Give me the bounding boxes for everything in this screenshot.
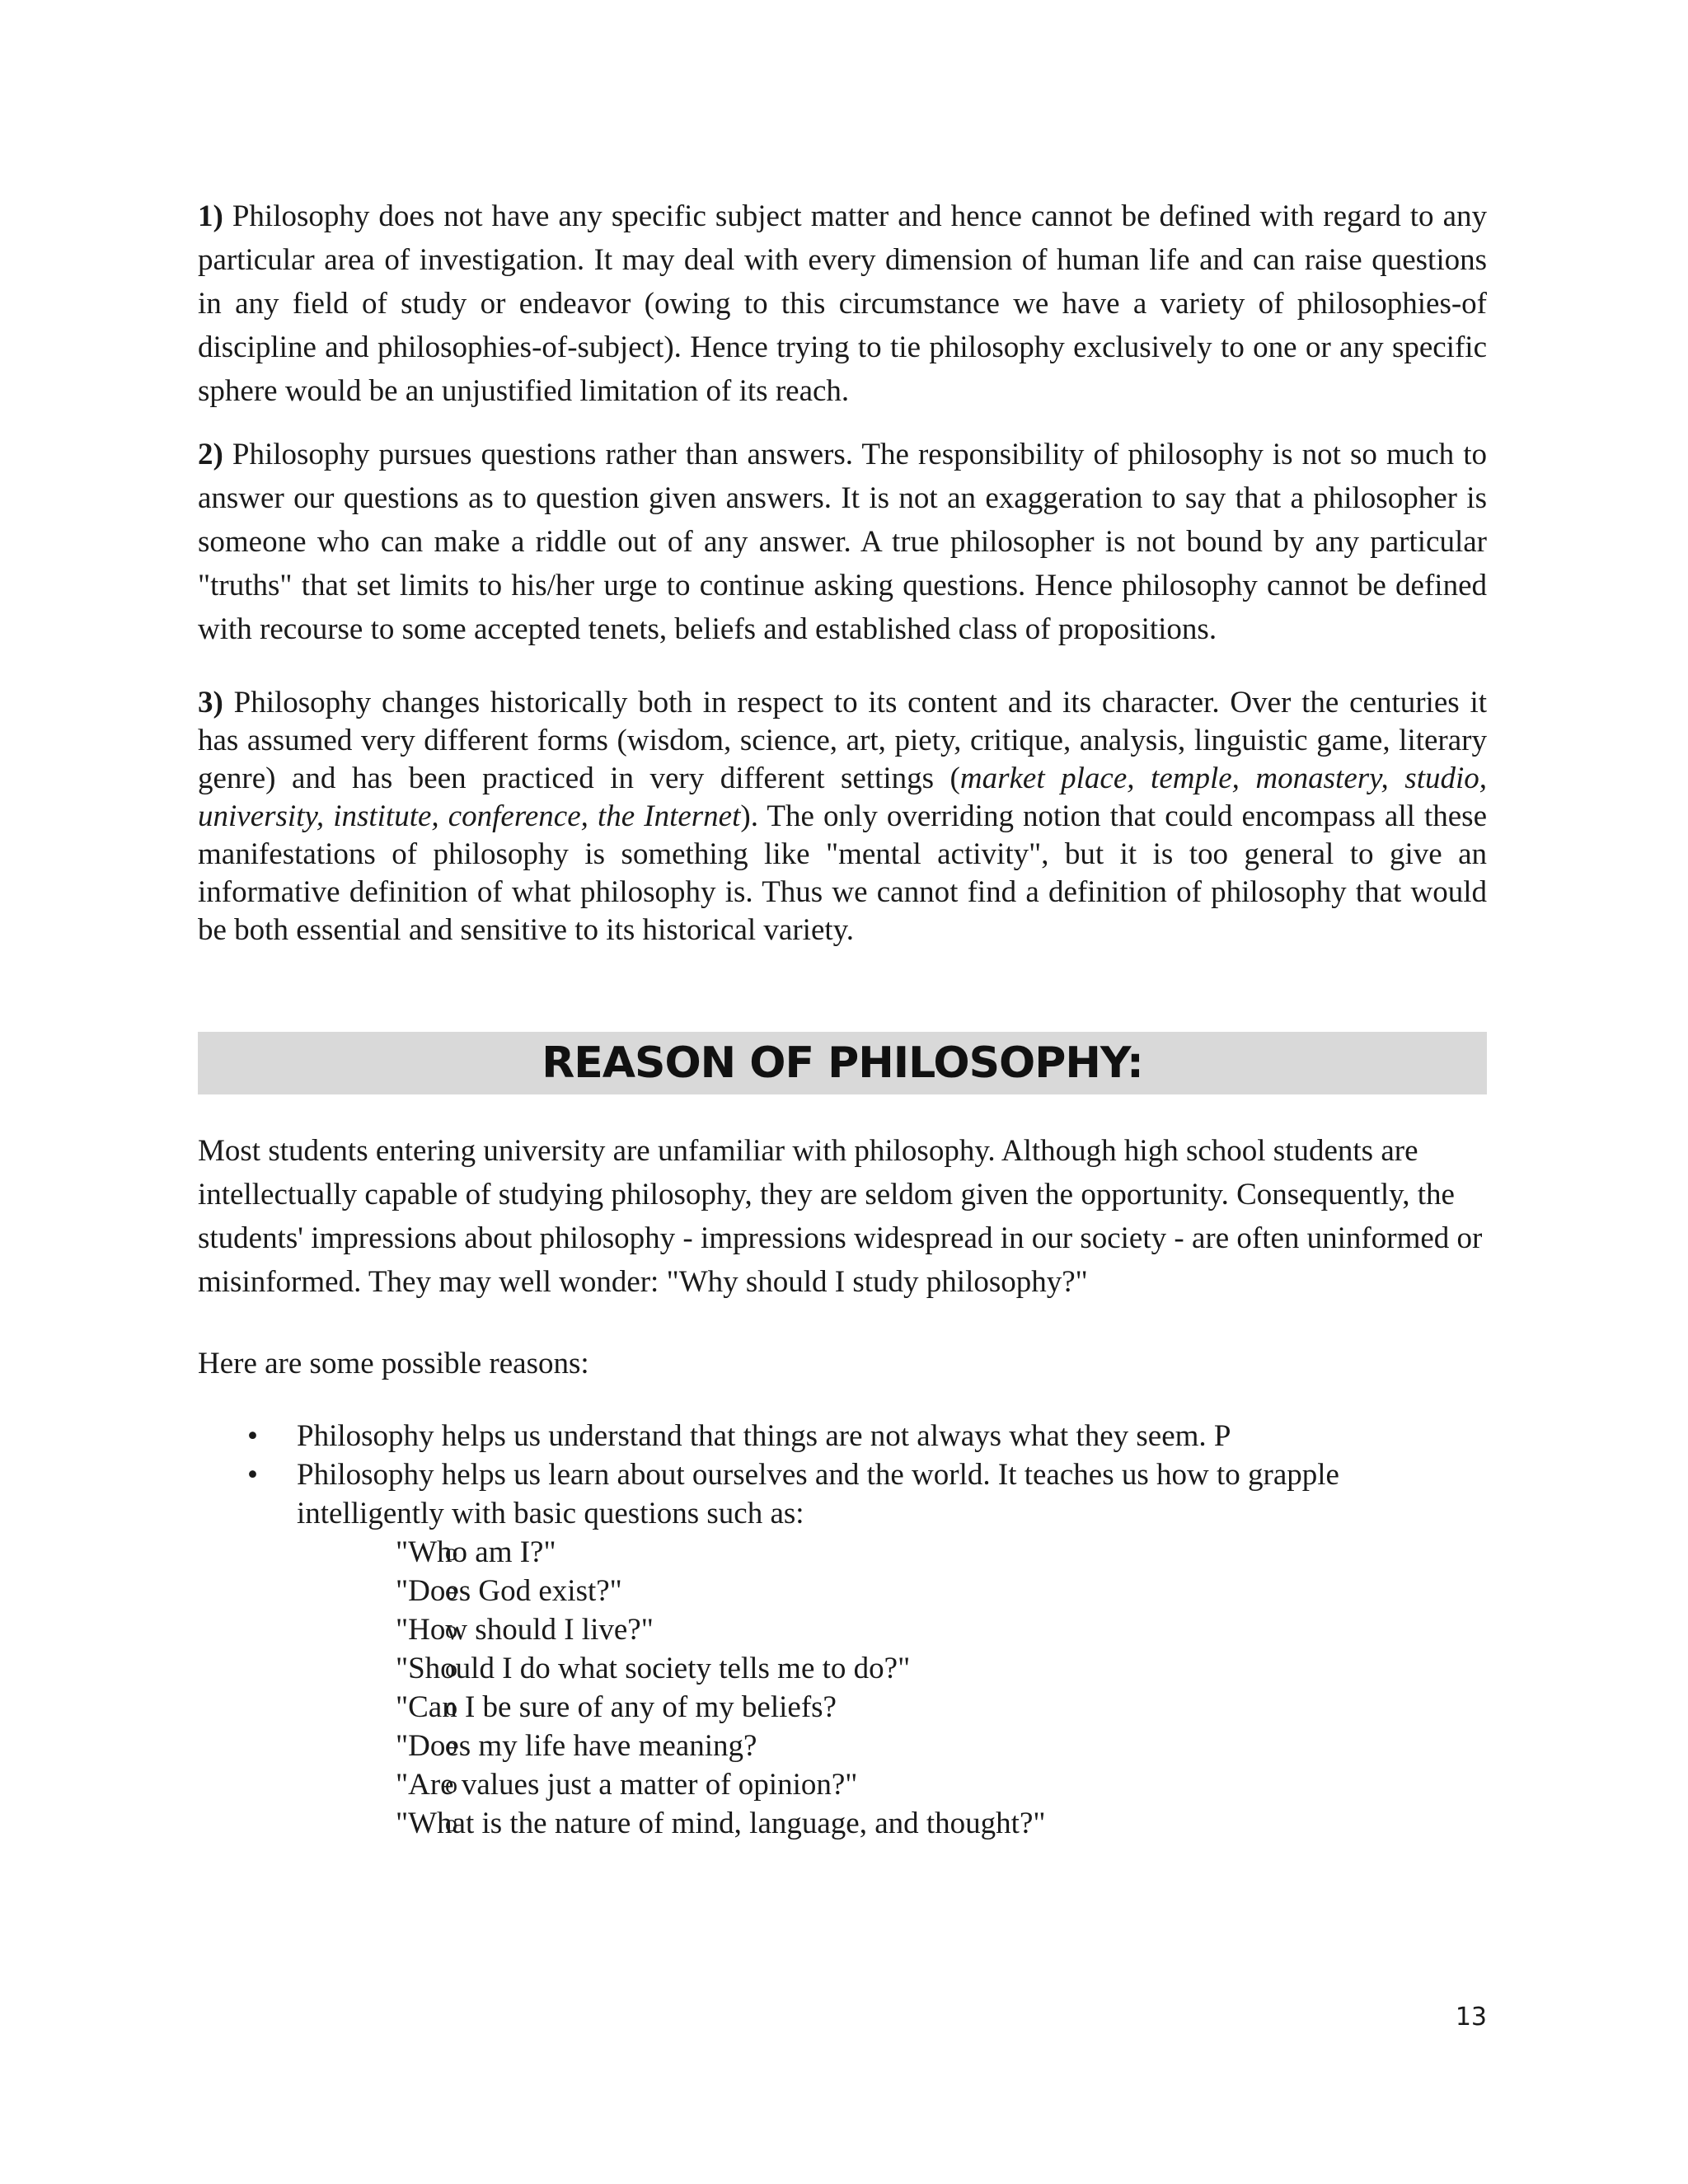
question-item-5 bbox=[297, 1688, 1487, 1727]
question-item-1 bbox=[297, 1533, 1487, 1572]
reasons-list bbox=[198, 1417, 1487, 1843]
question-text-8: "What is the nature of mind, language, and thought?" bbox=[396, 1807, 1046, 1840]
question-item-2 bbox=[297, 1572, 1487, 1610]
question-text-5: "Can I be sure of any of my beliefs? bbox=[396, 1690, 837, 1724]
paragraph-point-3 bbox=[198, 684, 1487, 949]
question-text-4: "Should I do what society tells me to do?" bbox=[396, 1652, 911, 1685]
page-number: 13 bbox=[1455, 2003, 1487, 2032]
questions-list bbox=[297, 1533, 1487, 1843]
reason-item-2 bbox=[198, 1455, 1487, 1843]
question-text-3: "How should I live?" bbox=[396, 1613, 654, 1647]
reason-text-2: Philosophy helps us learn about ourselves and the world. It teaches us how to grapple intelligently with basic questions such as: bbox=[297, 1458, 1339, 1530]
section-heading-bar bbox=[198, 1032, 1487, 1094]
point-text-3-before: Philosophy changes historically both in respect to its content and its character. Over the centuries it has assumed very different forms (wisdom, science, art, piety, critique, analysis, linguistic game, literary genre) and has been practiced in very different settings ( bbox=[198, 686, 1487, 795]
point-text-2: Philosophy pursues questions rather than answers. The responsibility of philosophy is not so much to answer our questions as to question given answers. It is not an exaggeration to say that a philosopher is someone who can make a riddle out of any answer. A true philosopher is not bound by any particular "truths" that set limits to his/her urge to continue asking questions. Hence philosophy cannot be defined with recourse to some accepted tenets, beliefs and established class of propositions. bbox=[198, 438, 1487, 646]
point-text-3-after: ). The only overriding notion that could encompass all these manifestations of philosophy is something like "mental activity", but it is too general to give an informative definition of what philosophy is. Thus we cannot find a definition of philosophy that would be both essential and sensitive to its historical variety. bbox=[198, 799, 1487, 947]
paragraph-point-2 bbox=[198, 433, 1487, 651]
point-number-1: 1) bbox=[198, 199, 223, 233]
question-item-3 bbox=[297, 1610, 1487, 1649]
reason-text-1: Philosophy helps us understand that things are not always what they seem. P bbox=[297, 1419, 1231, 1453]
paragraph-point-1 bbox=[198, 194, 1487, 413]
reason-item-1 bbox=[198, 1417, 1487, 1455]
reasons-lead: Here are some possible reasons: bbox=[198, 1347, 589, 1380]
document-page bbox=[198, 194, 1487, 1843]
question-item-6 bbox=[297, 1727, 1487, 1765]
question-item-7 bbox=[297, 1765, 1487, 1804]
question-text-7: "Are values just a matter of opinion?" bbox=[396, 1768, 858, 1802]
intro-paragraph: Most students entering university are unfamiliar with philosophy. Although high school students are intellectually capable of studying philosophy, they are seldom given the opportunity. Consequently, the students' impressions about philosophy - impressions widespread in our society - are often uninformed or misinformed. They may well wonder: "Why should I study philosophy?" bbox=[198, 1134, 1483, 1299]
point-text-1: Philosophy does not have any specific subject matter and hence cannot be defined with regard to any particular area of investigation. It may deal with every dimension of human life and can raise questions in any field of study or endeavor (owing to this circumstance we have a variety of philosophies-of discipline and philosophies-of-subject). Hence trying to tie philosophy exclusively to one or any specific sphere would be an unjustified limitation of its reach. bbox=[198, 199, 1487, 408]
point-number-2: 2) bbox=[198, 438, 223, 471]
question-text-6: "Does my life have meaning? bbox=[396, 1729, 757, 1763]
question-text-1: "Who am I?" bbox=[396, 1535, 556, 1569]
section-heading: REASON OF PHILOSOPHY: bbox=[542, 1038, 1143, 1088]
question-text-2: "Does God exist?" bbox=[396, 1574, 622, 1608]
point-number-3: 3) bbox=[198, 686, 223, 719]
question-item-4 bbox=[297, 1649, 1487, 1688]
question-item-8 bbox=[297, 1804, 1487, 1843]
point-text-3-italic: market place, temple, monastery, studio, university, institute, conference, the Internet bbox=[198, 762, 1488, 833]
